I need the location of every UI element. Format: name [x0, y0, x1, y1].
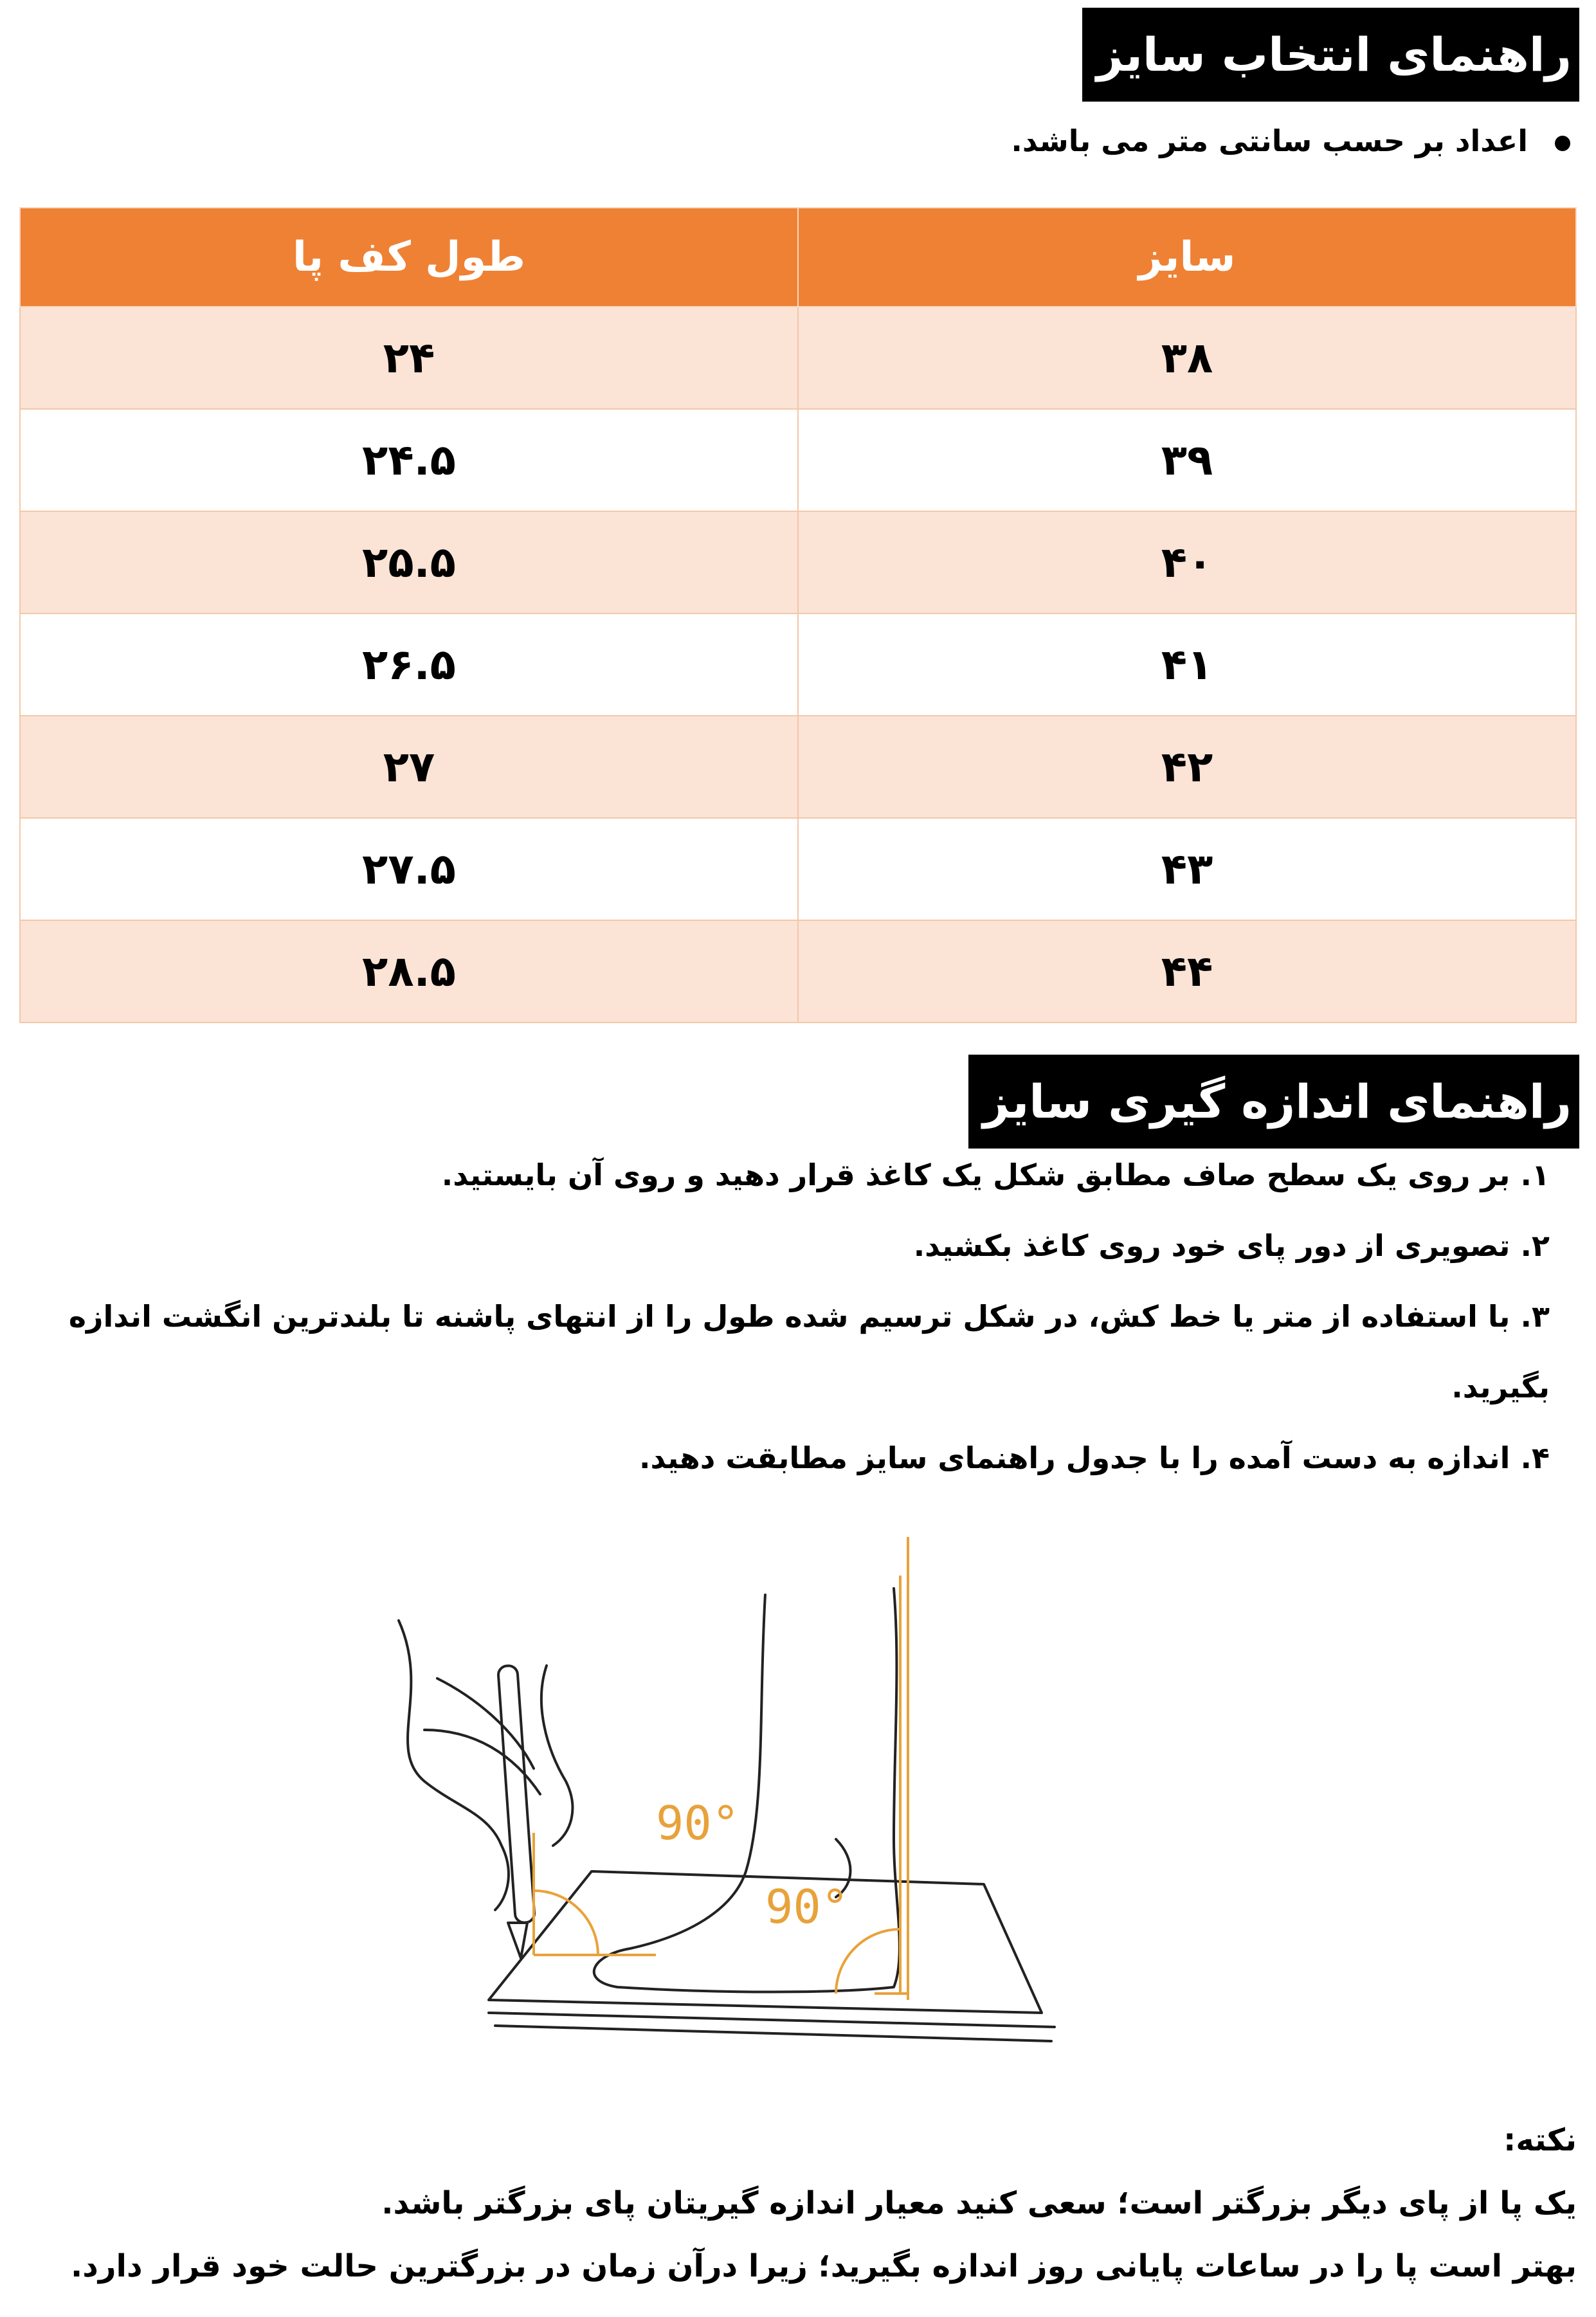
cell-length: ۲۷ [20, 716, 798, 818]
table-row [20, 511, 1576, 613]
cell-length: ۲۵.۵ [20, 511, 798, 613]
measure-guide-title: راهنمای اندازه گیری سایز [968, 1055, 1579, 1149]
header-size: سایز [798, 208, 1576, 307]
foot-measurement-illustration [386, 1537, 1080, 2064]
bullet-icon [1555, 136, 1570, 151]
cell-length: ۲۶.۵ [20, 613, 798, 716]
step-2: ۲. تصویری از دور پای خود روی کاغذ بکشید. [913, 1228, 1550, 1263]
step-3: ۳. با استفاده از متر یا خط کش، در شکل ترسیم شده طول را از انتهای پاشنه تا بلندترین انگشت اندازه [68, 1299, 1550, 1334]
note-heading: نکته: [1503, 2122, 1577, 2158]
units-note [1011, 123, 1570, 158]
angle-label: 90° [656, 1796, 740, 1850]
header-foot-length: طول کف پا [20, 208, 798, 307]
cell-size: ۴۲ [798, 716, 1576, 818]
cell-length: ۲۴ [20, 307, 798, 409]
paper-edge [495, 2026, 1051, 2041]
table-row [20, 920, 1576, 1022]
cell-size: ۴۱ [798, 613, 1576, 716]
note-line-2: بهتر است پا را در ساعات پایانی روز اندازه بگیرید؛ زیرا درآن زمان در بزرگترین حالت خود قرار دارد. [71, 2248, 1577, 2284]
paper-edge [489, 2013, 1055, 2027]
pencil [498, 1665, 535, 1923]
angle-label: 90° [765, 1880, 849, 1934]
size-guide-title: راهنمای انتخاب سایز [1082, 8, 1579, 102]
hand-outline [399, 1621, 509, 1910]
hand-thumb [541, 1666, 572, 1846]
cell-length: ۲۷.۵ [20, 818, 798, 920]
cell-size: ۴۰ [798, 511, 1576, 613]
step-1: ۱. بر روی یک سطح صاف مطابق شکل یک کاغذ قرار دهید و روی آن بایستید. [441, 1158, 1550, 1192]
pencil-tip [508, 1923, 527, 1958]
units-note-text: اعداد بر حسب سانتی متر می باشد. [1011, 123, 1528, 158]
table-row [20, 613, 1576, 716]
cell-size: ۴۳ [798, 818, 1576, 920]
cell-size: ۴۴ [798, 920, 1576, 1022]
table-row [20, 818, 1576, 920]
size-table [19, 207, 1577, 1023]
cell-size: ۳۹ [798, 409, 1576, 511]
cell-length: ۲۸.۵ [20, 920, 798, 1022]
table-header-row [20, 208, 1576, 307]
table-row [20, 716, 1576, 818]
cell-size: ۳۸ [798, 307, 1576, 409]
table-row [20, 307, 1576, 409]
cell-length: ۲۴.۵ [20, 409, 798, 511]
table-row [20, 409, 1576, 511]
note-line-1: یک پا از پای دیگر بزرگتر است؛ سعی کنید معیار اندازه گیریتان پای بزرگتر باشد. [381, 2185, 1577, 2221]
step-3-continued: بگیرید. [1451, 1370, 1550, 1404]
step-4: ۴. اندازه به دست آمده را با جدول راهنمای سایز مطابقت دهید. [639, 1440, 1550, 1475]
